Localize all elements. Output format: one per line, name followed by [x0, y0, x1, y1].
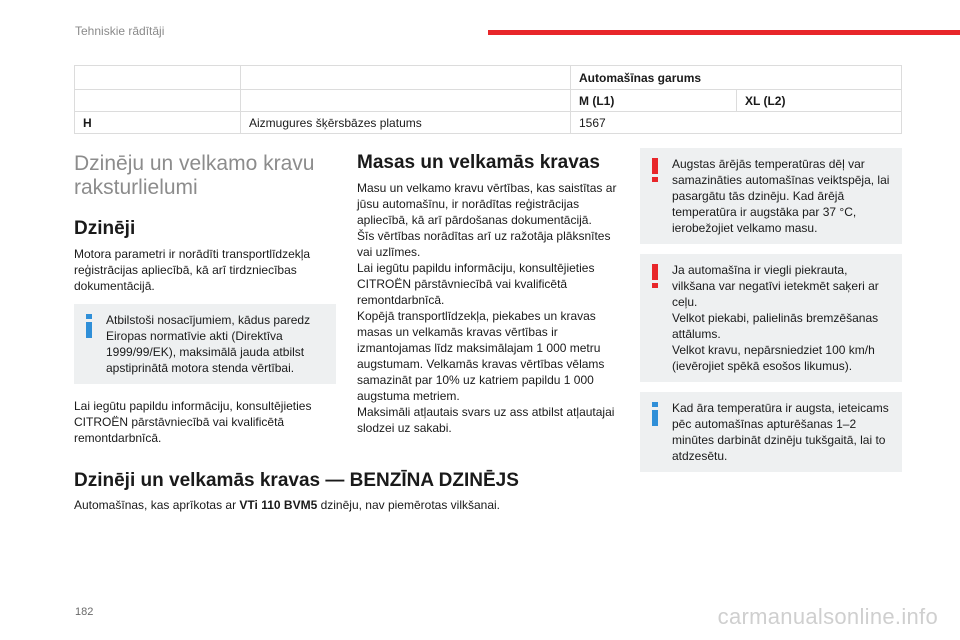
notice-text: vilkšana var negatīvi ietekmēt saķeri ar ceļu. Velkot piekabi, palielinās bremzēšanas attālums. Velkot kravu, nepārsniedziet 100 km/h (ievērojiet spēkā esošos likumus).: [672, 279, 879, 373]
table-subheader-xl: XL (L2): [737, 90, 902, 112]
column-left: [74, 152, 336, 446]
running-header: Tehniskie rādītāji: [75, 24, 165, 38]
table-group-header: Automašīnas garums: [571, 66, 902, 90]
table-row: [75, 66, 902, 90]
info-notice: [640, 392, 902, 472]
table-row-value: 1567: [571, 112, 902, 134]
notice-text: pēc automašīnas apturēšanas 1–2 minūtes darbināt dzinēju tukšgaitā, lai to atdzesētu.: [672, 417, 886, 463]
notice-text: Kad āra temperatūra ir augsta, ieteicams: [672, 401, 889, 415]
table-cell: [75, 66, 241, 90]
warning-notice: [640, 254, 902, 382]
info-icon: [648, 402, 662, 426]
column-middle: [357, 152, 619, 436]
section-title: Dzinēji un velkamās kravas — BENZĪNA DZINĒJS: [74, 470, 519, 491]
header-accent-bar: [488, 30, 960, 35]
column-right: [640, 148, 902, 472]
warning-notice: [640, 148, 902, 244]
table-cell: [75, 90, 241, 112]
table-row-code: H: [75, 112, 241, 134]
notice-text: Eiropas normatīvie akti (Direktīva 1999/99/EK), maksimālā jauda atbilst apstiprinātā motora stenda vērtībai.: [106, 329, 305, 375]
paragraph: Lai iegūtu papildu informāciju, konsultējieties CITROËN pārstāvniecībā vai kvalificētā remontdarbnīcā.: [74, 399, 312, 445]
dimensions-table: [74, 65, 902, 134]
bottom-section: [74, 470, 902, 513]
info-notice: [74, 304, 336, 384]
text-run: Automašīnas, kas aprīkotas ar: [74, 498, 240, 512]
table-cell: [241, 90, 571, 112]
table-row-label: Aizmugures šķērsbāzes platums: [241, 112, 571, 134]
info-icon: [82, 314, 96, 338]
watermark: carmanualsonline.info: [717, 604, 938, 629]
notice-text: Augstas ārējās temperatūras dēļ var: [672, 157, 865, 171]
text-run: dzinēju, nav piemērotas vilkšanai.: [317, 498, 501, 512]
notice-text: samazināties automašīnas veiktspēja, lai pasargātu tās dzinēju. Kad ārējā temperatūra ir augstāka par 37 °C, ierobežojiet velkamo masu.: [672, 173, 890, 235]
table-cell: [241, 66, 571, 90]
table-row: [75, 90, 902, 112]
notice-text: Ja automašīna ir viegli piekrauta,: [672, 263, 848, 277]
paragraph: [74, 497, 902, 513]
notice-text: Atbilstoši nosacījumiem, kādus paredz: [106, 313, 311, 327]
section-title: Dzinēju un velkamo kravu raksturlielumi: [74, 152, 315, 199]
paragraph: Masu un velkamo kravu vērtības, kas saistītas ar jūsu automašīnu, ir norādītas reģistrācijas apliecībā, kā arī pārdošanas dokumentācijā. Šīs vērtības norādītas arī uz ražotāja plāksnītes vai uzlīmes. Lai iegūtu papildu informāciju, konsultējieties CITROËN pārstāvniecībā vai kvalificētā remontdarbnīcā. Kopējā transportlīdzekļa, piekabes un kravas masas un velkamās kravas vērtības ir izmantojamas līdz maksimālajam 1 000 metru augstumam. Velkamās kravas vērtības vēlams samazināt par 10% uz katriem papildu 1 000 augstuma metriem. Maksimāli atļautais svars uz ass atbilst atļautajai slodzei uz sakabi.: [357, 181, 617, 435]
table-subheader-m: M (L1): [571, 90, 737, 112]
subsection-title: Dzinēji: [74, 218, 136, 239]
paragraph: Motora parametri ir norādīti transportlīdzekļa reģistrācijas apliecībā, kā arī tirdzniecības dokumentācijā.: [74, 247, 311, 293]
warning-icon: [648, 158, 662, 182]
page-number: 182: [75, 606, 94, 618]
table-row: [75, 112, 902, 134]
engine-name: VTi 110 BVM5: [239, 498, 318, 512]
warning-icon: [648, 264, 662, 288]
section-title: Masas un velkamās kravas: [357, 152, 600, 173]
